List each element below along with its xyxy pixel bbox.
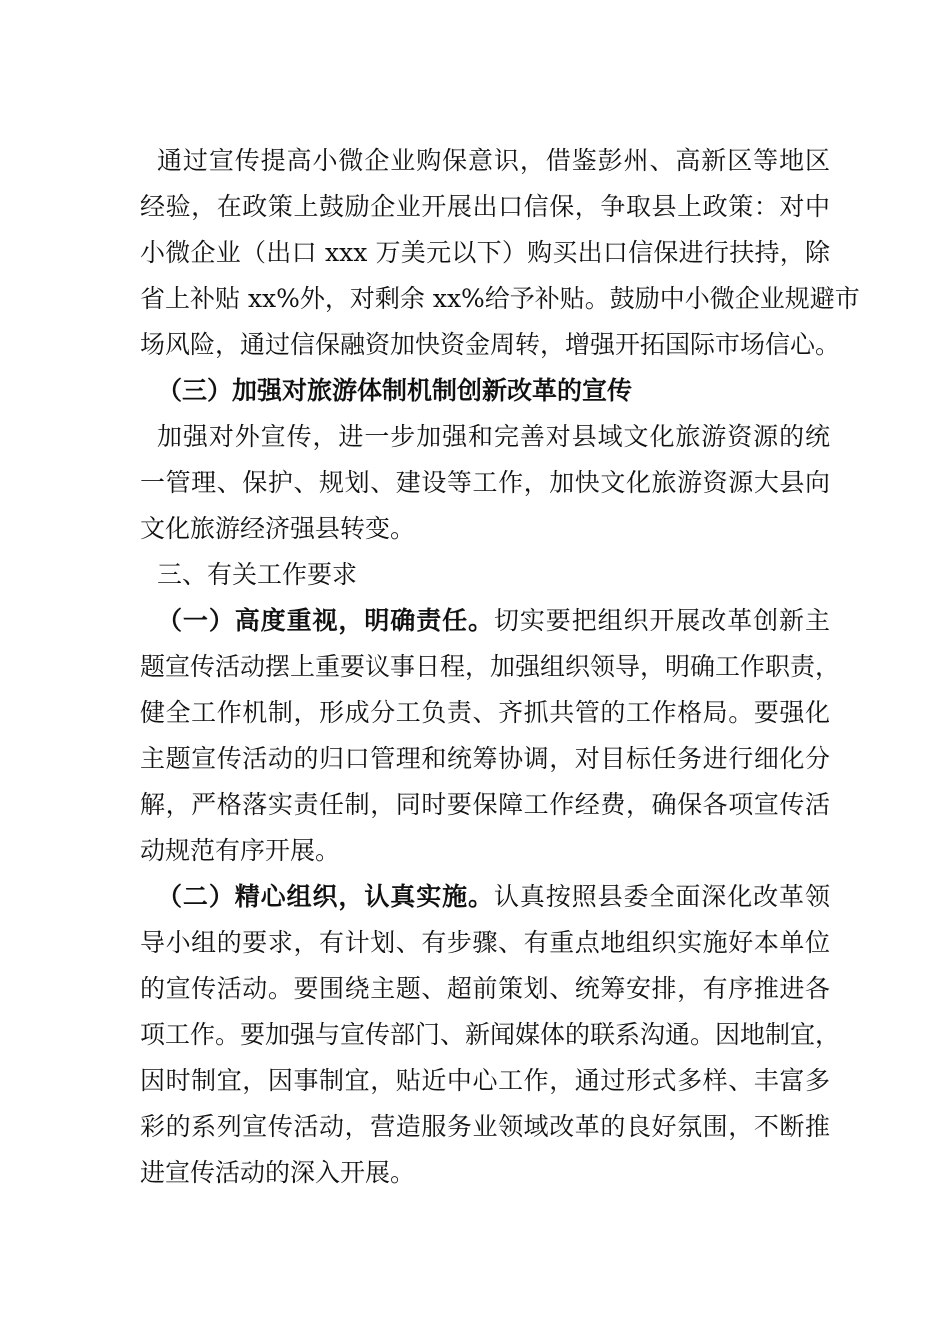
- section-title: 三、有关工作要求: [157, 560, 358, 589]
- paragraph-line: 彩的系列宣传活动，营造服务业领域改革的良好氛围，不断推: [140, 1112, 830, 1141]
- paragraph-line: 的宣传活动。要围绕主题、超前策划、统筹安排，有序推进各: [140, 974, 830, 1003]
- paragraph-line: 小微企业（出口 xxx 万美元以下）购买出口信保进行扶持，除: [140, 238, 830, 267]
- paragraph-line: 动规范有序开展。: [140, 836, 341, 865]
- paragraph-line: 进宣传活动的深入开展。: [140, 1158, 416, 1187]
- paragraph-line: 项工作。要加强与宣传部门、新闻媒体的联系沟通。因地制宜，: [140, 1020, 841, 1049]
- paragraph-line: 题宣传活动摆上重要议事日程，加强组织领导，明确工作职责，: [140, 652, 841, 681]
- paragraph-line: 省上补贴 xx%外，对剩余 xx%给予补贴。鼓励中小微企业规避市: [140, 284, 860, 313]
- paragraph-line: 场风险，通过信保融资加快资金周转，增强开拓国际市场信心。: [140, 330, 841, 359]
- paragraph-line: 通过宣传提高小微企业购保意识，借鉴彭州、高新区等地区: [157, 146, 830, 175]
- item-first-rest: 切实要把组织开展改革创新主: [493, 606, 830, 635]
- paragraph-line: 主题宣传活动的归口管理和统筹协调，对目标任务进行细化分: [140, 744, 830, 773]
- item-first-rest: 认真按照县委全面深化改革领: [493, 882, 830, 911]
- subsection-heading: （三）加强对旅游体制机制创新改革的宣传: [157, 376, 633, 405]
- item-first-line: [157, 601, 830, 641]
- paragraph-line: 因时制宜，因事制宜，贴近中心工作，通过形式多样、丰富多: [140, 1066, 830, 1095]
- item-lead: （二）精心组织，认真实施。: [157, 882, 494, 911]
- item-first-line: [157, 877, 830, 917]
- paragraph-line: 经验，在政策上鼓励企业开展出口信保，争取县上政策：对中: [140, 192, 830, 221]
- paragraph-line: 文化旅游经济强县转变。: [140, 514, 416, 543]
- paragraph-line: 一管理、保护、规划、建设等工作，加快文化旅游资源大县向: [140, 468, 830, 497]
- paragraph-line: 导小组的要求，有计划、有步骤、有重点地组织实施好本单位: [140, 928, 830, 957]
- paragraph-line: 加强对外宣传，进一步加强和完善对县域文化旅游资源的统: [157, 422, 830, 451]
- paragraph-line: 解，严格落实责任制，同时要保障工作经费，确保各项宣传活: [140, 790, 830, 819]
- paragraph-line: 健全工作机制，形成分工负责、齐抓共管的工作格局。要强化: [140, 698, 830, 727]
- item-lead: （一）高度重视，明确责任。: [157, 606, 494, 635]
